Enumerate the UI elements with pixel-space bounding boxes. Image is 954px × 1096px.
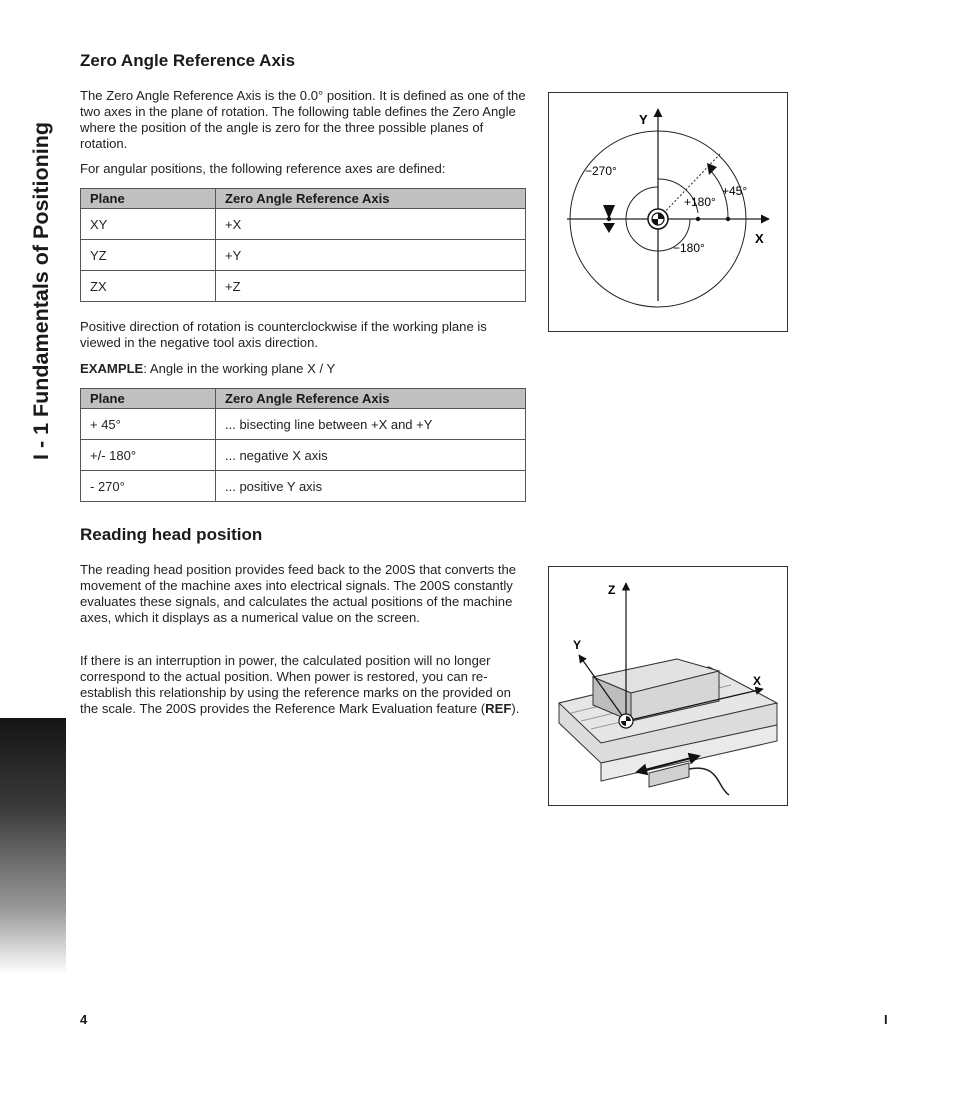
- table-header-plane: Plane: [81, 189, 216, 209]
- y-axis-label: Y: [573, 638, 582, 652]
- table-plane-reference-axis: [80, 188, 526, 302]
- table-row: [81, 240, 526, 271]
- bisector-line: [658, 153, 721, 219]
- table-cell: +Z: [216, 271, 526, 302]
- chapter-sidebar-title: I - 1 Fundamentals of Positioning: [29, 121, 53, 460]
- paragraph-angular-positions: For angular positions, the following reference axes are defined:: [80, 161, 446, 176]
- table-cell: YZ: [81, 240, 216, 271]
- table-row: [81, 409, 526, 440]
- table-cell: +/- 180°: [81, 440, 216, 471]
- table-header-axis: Zero Angle Reference Axis: [216, 189, 526, 209]
- table-row: [81, 209, 526, 240]
- x-axis-label: X: [753, 674, 762, 688]
- label-minus-270: −270°: [585, 164, 617, 178]
- para-text-end: ).: [511, 701, 520, 716]
- section-heading-reading-head: Reading head position: [80, 525, 263, 544]
- paragraph-power-interruption: [80, 653, 526, 717]
- page-number: 4: [80, 1012, 88, 1027]
- table-cell: ... bisecting line between +X and +Y: [216, 409, 526, 440]
- table-example-angles: [80, 388, 526, 502]
- table-cell: ... positive Y axis: [216, 471, 526, 502]
- figure-angle-reference: [548, 92, 788, 332]
- table-cell: +Y: [216, 240, 526, 271]
- table-row: [81, 271, 526, 302]
- table-header-row: [81, 189, 526, 209]
- table-cell: ... negative X axis: [216, 440, 526, 471]
- table-header-plane: Plane: [81, 389, 216, 409]
- example-label: EXAMPLE: [80, 361, 144, 376]
- label-plus-45: +45°: [722, 184, 748, 198]
- section-marker: I: [884, 1012, 888, 1027]
- paragraph-rotation-direction: Positive direction of rotation is counterclockwise if the working plane is viewed in the negative tool axis direction.: [80, 319, 487, 350]
- example-text: : Angle in the working plane X / Y: [143, 361, 336, 376]
- x-axis-label: X: [755, 231, 764, 246]
- ref-feature-label: REF: [485, 701, 512, 716]
- table-cell: ZX: [81, 271, 216, 302]
- paragraph-reading-head-feedback: The reading head position provides feed back to the 200S that converts the movement of the machine axes into electrical signals. The 200S constantly evaluates these signals, and calculates the actual positions of the machine axes, which it displays as a numerical value on the screen.: [80, 562, 517, 625]
- table-row: [81, 440, 526, 471]
- label-plus-180: +180°: [684, 195, 716, 209]
- table-header-row: [81, 389, 526, 409]
- section-heading-zero-angle: Zero Angle Reference Axis: [80, 51, 296, 70]
- table-cell: +X: [216, 209, 526, 240]
- machine-diagram-svg: [549, 567, 787, 805]
- paragraph-zero-angle-definition: The Zero Angle Reference Axis is the 0.0° position. It is defined as one of the two axes in the plane of rotation. The following table defines the Zero Angle where the position of the angle is zero for the three possible planes of rotation.: [80, 88, 526, 151]
- table-header-axis: Zero Angle Reference Axis: [216, 389, 526, 409]
- table-cell: - 270°: [81, 471, 216, 502]
- z-axis-label: Z: [608, 583, 616, 597]
- para-text-start: If there is an interruption in power, the calculated position will no longer correspond to the actual position. When power is restored, you can re-establish this relationship by using the reference marks on the provided on the scale. The 200S provides the Reference Mark Evaluation feature (: [80, 653, 511, 716]
- chapter-tab-gradient: [0, 718, 66, 974]
- angle-diagram-svg: [549, 93, 787, 331]
- table-row: [81, 471, 526, 502]
- figure-machine-table: [548, 566, 788, 806]
- y-axis-label: Y: [639, 112, 648, 127]
- table-cell: + 45°: [81, 409, 216, 440]
- reading-head-cable: [689, 768, 729, 795]
- table-cell: XY: [81, 209, 216, 240]
- label-minus-180: −180°: [673, 241, 705, 255]
- paragraph-example: [80, 361, 526, 377]
